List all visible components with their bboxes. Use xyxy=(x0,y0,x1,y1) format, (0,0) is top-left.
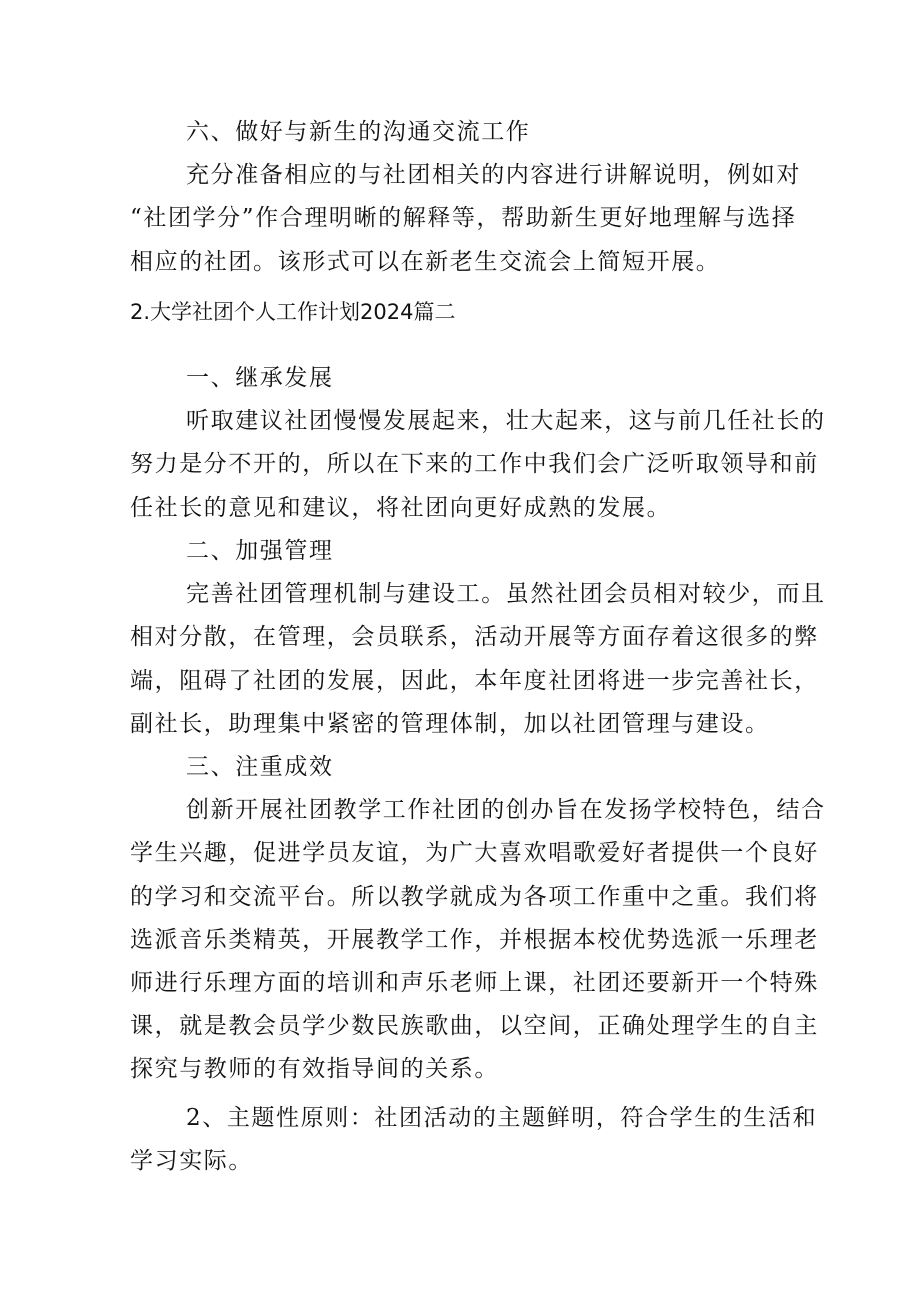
paragraph-line: 的学习和交流平台。所以教学就成为各项工作重中之重。我们将 xyxy=(130,884,819,910)
paragraph-line: 相对分散，在管理，会员联系，活动开展等方面存着这很多的弊 xyxy=(130,624,819,650)
article-title: 2.大学社团个人工作计划2024篇二 xyxy=(130,300,456,324)
paragraph-line: 努力是分不开的，所以在下来的工作中我们会广泛听取领导和前 xyxy=(130,451,819,477)
section-heading-three: 三、注重成效 xyxy=(186,754,334,780)
section-heading-two: 二、加强管理 xyxy=(186,538,334,564)
paragraph-line: 听取建议社团慢慢发展起来，壮大起来，这与前几任社长的 xyxy=(186,408,826,434)
paragraph-line: 2、主题性原则：社团活动的主题鲜明，符合学生的生活和 xyxy=(186,1105,818,1131)
paragraph-line: 端，阻碍了社团的发展，因此，本年度社团将进一步完善社长， xyxy=(130,668,819,694)
paragraph-line: 学生兴趣，促进学员友谊，为广大喜欢唱歌爱好者提供一个良好 xyxy=(130,840,819,866)
paragraph-line: 探究与教师的有效指导间的关系。 xyxy=(130,1056,499,1082)
paragraph-line: 创新开展社团教学工作社团的创办旨在发扬学校特色，结合 xyxy=(186,797,826,823)
paragraph-line: “社团学分”作合理明晰的解释等，帮助新生更好地理解与选择 xyxy=(130,205,797,231)
paragraph-line: 课，就是教会员学少数民族歌曲，以空间，正确处理学生的自主 xyxy=(130,1013,819,1039)
paragraph-line: 学习实际。 xyxy=(130,1148,253,1174)
section-heading-six: 六、做好与新生的沟通交流工作 xyxy=(186,119,531,145)
section-heading-one: 一、继承发展 xyxy=(186,365,334,391)
paragraph-line: 选派音乐类精英，开展教学工作，并根据本校优势选派一乐理老 xyxy=(130,927,819,953)
paragraph-line: 充分准备相应的与社团相关的内容进行讲解说明，例如对 xyxy=(186,162,801,188)
paragraph-line: 师进行乐理方面的培训和声乐老师上课，社团还要新开一个特殊 xyxy=(130,970,819,996)
paragraph-line: 相应的社团。该形式可以在新老生交流会上简短开展。 xyxy=(130,249,721,275)
paragraph-line: 完善社团管理机制与建设工。虽然社团会员相对较少，而且 xyxy=(186,581,826,607)
paragraph-line: 副社长，助理集中紧密的管理体制，加以社团管理与建设。 xyxy=(130,711,770,737)
paragraph-line: 任社长的意见和建议，将社团向更好成熟的发展。 xyxy=(130,495,672,521)
